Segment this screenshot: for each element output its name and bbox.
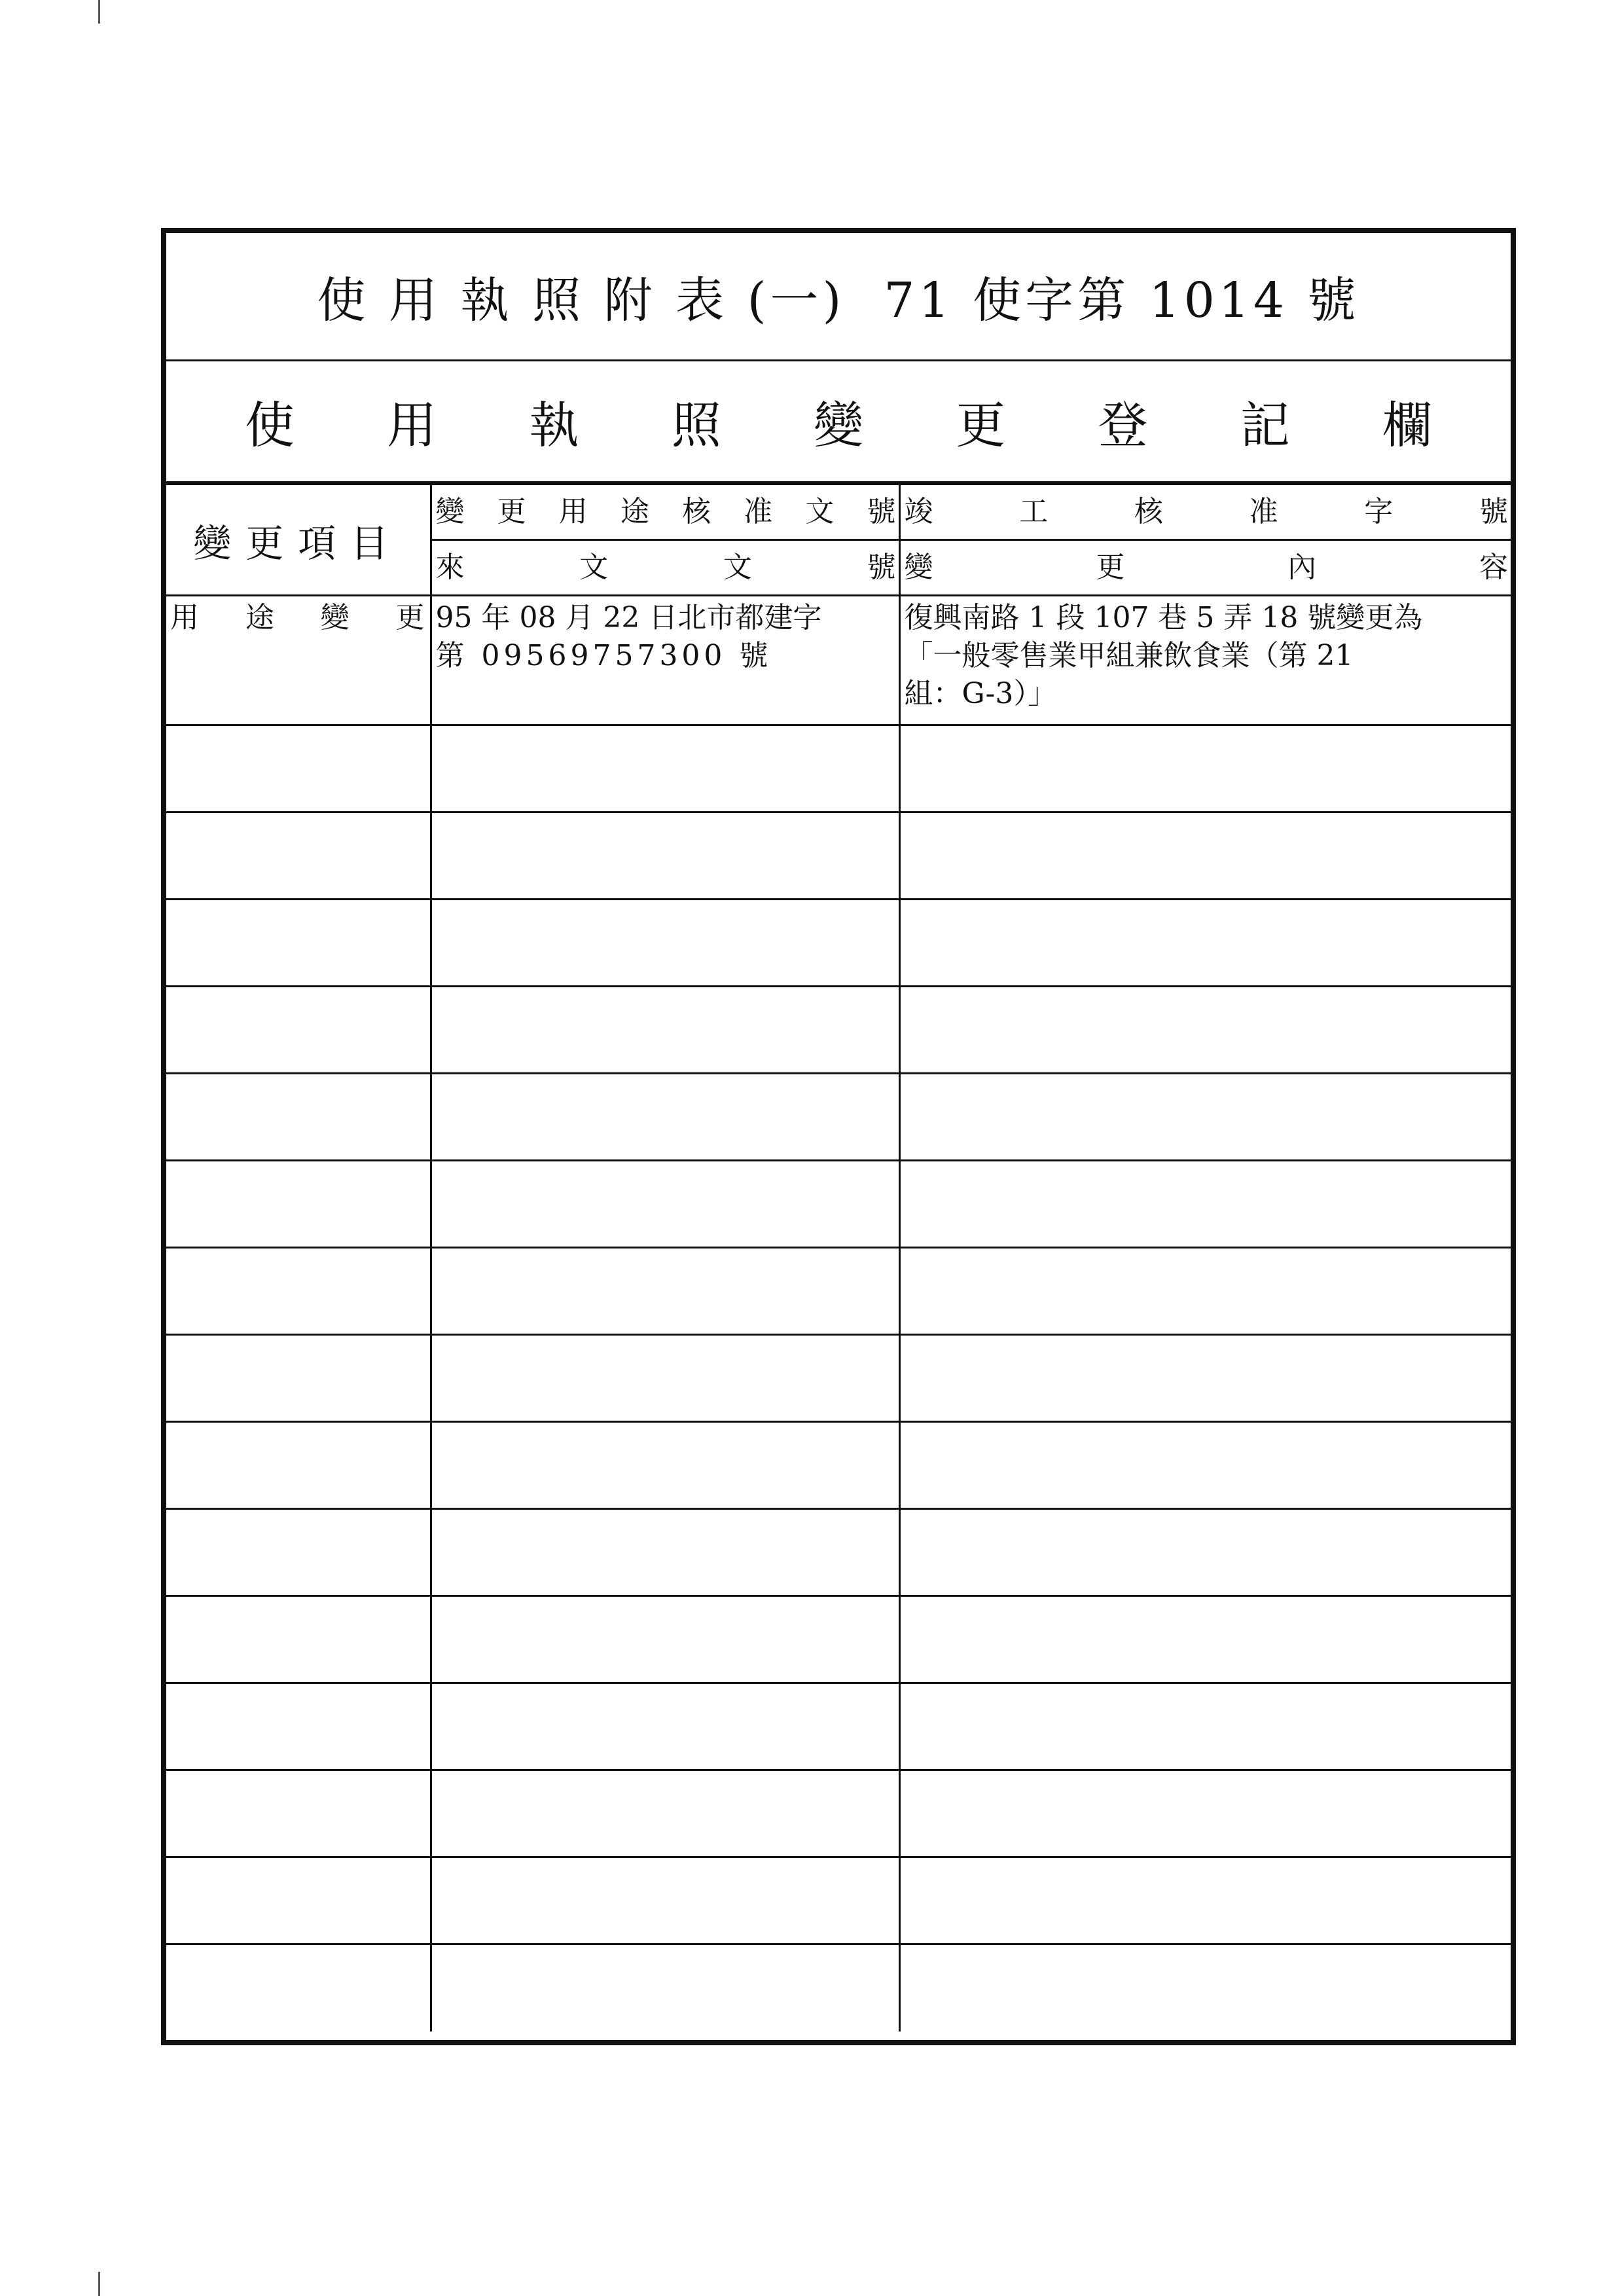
table-row bbox=[166, 1857, 1511, 1944]
change-registration-heading bbox=[166, 361, 1511, 483]
entry-content-line: 組：G-3）」 bbox=[904, 677, 1057, 710]
blank-item-cell bbox=[166, 1248, 431, 1335]
blank-doc-cell bbox=[431, 1422, 899, 1509]
scan-edge-mark-bottom bbox=[98, 2272, 100, 2296]
table-row bbox=[166, 812, 1511, 900]
blank-item-cell bbox=[166, 900, 431, 987]
blank-doc-cell bbox=[431, 1335, 899, 1422]
header-change-content: 變 更 內 容 bbox=[899, 540, 1511, 596]
blank-content-cell bbox=[899, 725, 1511, 812]
blank-item-cell bbox=[166, 987, 431, 1074]
blank-item-cell bbox=[166, 1161, 431, 1248]
table-row bbox=[166, 1509, 1511, 1596]
blank-content-cell bbox=[899, 1944, 1511, 2032]
blank-doc-cell bbox=[431, 1161, 899, 1248]
blank-doc-cell bbox=[431, 1248, 899, 1335]
change-registration-table bbox=[166, 483, 1511, 2032]
blank-doc-cell bbox=[431, 1944, 899, 2032]
header-change-item: 變更項目 bbox=[166, 484, 431, 596]
blank-item-cell bbox=[166, 812, 431, 900]
entry-content-line: 「一般零售業甲組兼飲食業（第 21 bbox=[904, 639, 1354, 672]
blank-content-cell bbox=[899, 1161, 1511, 1248]
table-row bbox=[166, 1770, 1511, 1857]
scan-edge-mark-top bbox=[98, 0, 100, 24]
heading-char: 照 bbox=[671, 396, 721, 454]
table-row bbox=[166, 1074, 1511, 1161]
heading-char: 變 bbox=[814, 396, 863, 454]
blank-content-cell bbox=[899, 900, 1511, 987]
table-row bbox=[166, 1944, 1511, 2032]
form-title bbox=[166, 233, 1511, 361]
blank-item-cell bbox=[166, 725, 431, 812]
table-header-row bbox=[166, 484, 1511, 540]
blank-doc-cell bbox=[431, 1074, 899, 1161]
blank-content-cell bbox=[899, 812, 1511, 900]
heading-char: 更 bbox=[956, 396, 1006, 454]
blank-doc-cell bbox=[431, 1596, 899, 1683]
blank-doc-cell bbox=[431, 987, 899, 1074]
blank-content-cell bbox=[899, 1683, 1511, 1770]
blank-item-cell bbox=[166, 1509, 431, 1596]
blank-doc-cell bbox=[431, 900, 899, 987]
blank-doc-cell bbox=[431, 1857, 899, 1944]
table-row bbox=[166, 1596, 1511, 1683]
blank-doc-cell bbox=[431, 1770, 899, 1857]
table-row bbox=[166, 596, 1511, 725]
table-row bbox=[166, 900, 1511, 987]
heading-char: 欄 bbox=[1382, 396, 1432, 454]
blank-content-cell bbox=[899, 1770, 1511, 1857]
blank-content-cell bbox=[899, 1857, 1511, 1944]
blank-item-cell bbox=[166, 1335, 431, 1422]
blank-item-cell bbox=[166, 1683, 431, 1770]
blank-content-cell bbox=[899, 1509, 1511, 1596]
blank-content-cell bbox=[899, 1422, 1511, 1509]
table-row bbox=[166, 1422, 1511, 1509]
blank-doc-cell bbox=[431, 812, 899, 900]
heading-char: 執 bbox=[529, 396, 579, 454]
blank-item-cell bbox=[166, 1857, 431, 1944]
heading-char: 記 bbox=[1240, 396, 1290, 454]
entry-doc-line: 95 年 08 月 22 日北市都建字 bbox=[435, 601, 822, 634]
heading-char: 使 bbox=[245, 396, 295, 454]
form-title-text: 使 用 執 照 附 表 (一) 71 使字第 1014 號 bbox=[317, 272, 1360, 329]
table-row bbox=[166, 987, 1511, 1074]
blank-item-cell bbox=[166, 1944, 431, 2032]
table-row bbox=[166, 725, 1511, 812]
table-row bbox=[166, 1683, 1511, 1770]
blank-doc-cell bbox=[431, 1683, 899, 1770]
usage-license-appendix-form bbox=[161, 228, 1516, 2045]
blank-item-cell bbox=[166, 1596, 431, 1683]
table-row bbox=[166, 1335, 1511, 1422]
entry-content-line: 復興南路 1 段 107 巷 5 弄 18 號變更為 bbox=[904, 601, 1423, 634]
table-row bbox=[166, 1248, 1511, 1335]
entry-change-item: 用 途 變 更 bbox=[166, 596, 431, 725]
blank-doc-cell bbox=[431, 725, 899, 812]
entry-approval-doc bbox=[431, 596, 899, 725]
blank-content-cell bbox=[899, 987, 1511, 1074]
heading-char: 用 bbox=[387, 396, 437, 454]
blank-item-cell bbox=[166, 1074, 431, 1161]
blank-item-cell bbox=[166, 1422, 431, 1509]
header-completion-approval-number: 竣 工 核 准 字 號 bbox=[899, 484, 1511, 540]
header-approval-doc-number: 變 更 用 途 核 准 文 號 bbox=[431, 484, 899, 540]
blank-content-cell bbox=[899, 1596, 1511, 1683]
header-incoming-doc-number: 來 文 文 號 bbox=[431, 540, 899, 596]
table-row bbox=[166, 1161, 1511, 1248]
heading-char: 登 bbox=[1098, 396, 1148, 454]
blank-content-cell bbox=[899, 1335, 1511, 1422]
entry-change-content bbox=[899, 596, 1511, 725]
blank-item-cell bbox=[166, 1770, 431, 1857]
blank-content-cell bbox=[899, 1248, 1511, 1335]
blank-content-cell bbox=[899, 1074, 1511, 1161]
blank-doc-cell bbox=[431, 1509, 899, 1596]
entry-doc-line: 第 09569757300 號 bbox=[435, 639, 772, 672]
